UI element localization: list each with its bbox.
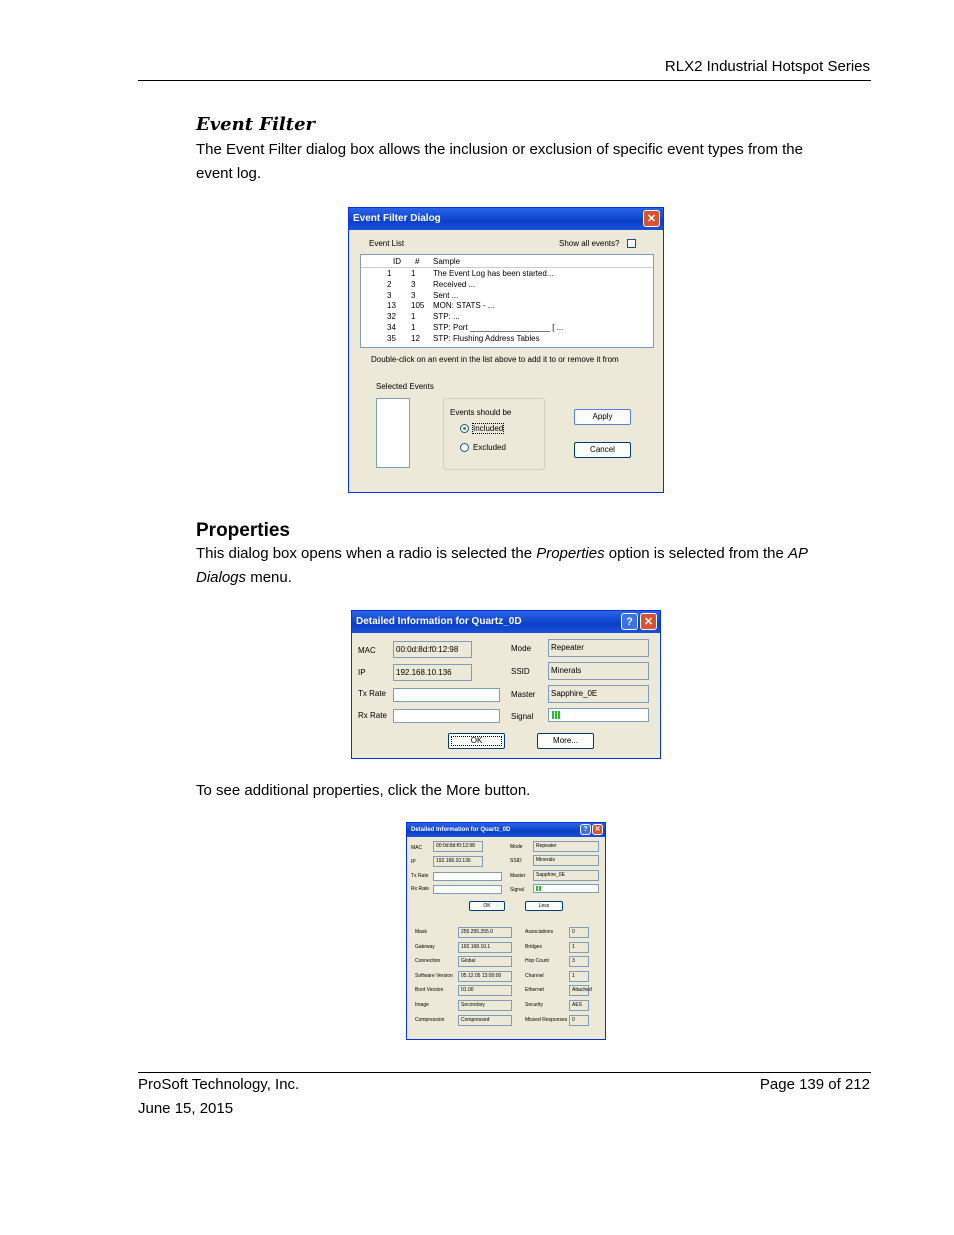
- events-should-be-group: [443, 398, 545, 470]
- event-count: 12: [411, 333, 420, 343]
- hint-text: Double-click on an event in the list above to add it to or remove it from: [371, 355, 619, 364]
- ip-field: 192.168.10.136: [393, 664, 472, 681]
- dialog-title: Detailed Information for Quartz_0D: [356, 616, 522, 627]
- dialog-title: Detailed Information for Quartz_0D: [411, 827, 511, 833]
- event-filter-paragraph: The Event Filter dialog box allows the inclusion or exclusion of specific event types from the event log.: [196, 141, 803, 182]
- event-row[interactable]: [361, 280, 653, 290]
- mode-label: Mode: [510, 844, 523, 850]
- event-id: 3: [387, 290, 392, 300]
- prop-value: 1: [569, 971, 589, 982]
- footer-date: June 15, 2015: [138, 1100, 234, 1117]
- signal-label: Signal: [511, 712, 534, 721]
- less-button[interactable]: Less: [525, 901, 563, 911]
- event-id: 34: [387, 323, 396, 332]
- close-icon[interactable]: ✕: [592, 824, 603, 835]
- prop-value: AES: [569, 1000, 589, 1011]
- ssid-label: SSID: [511, 667, 530, 676]
- event-id: 2: [387, 279, 392, 289]
- properties-heading: Properties: [196, 520, 290, 541]
- event-count: 105: [411, 301, 425, 311]
- para-text-e: menu.: [246, 569, 292, 586]
- prop-value: 1: [569, 942, 589, 953]
- event-listbox[interactable]: [360, 254, 654, 348]
- more-paragraph: To see additional properties, click the More button.: [196, 782, 531, 799]
- para-text-b: Properties: [536, 545, 605, 562]
- master-label: Master: [510, 873, 526, 879]
- prop-label: Image: [415, 1002, 429, 1008]
- mode-field: Repeater: [533, 841, 599, 852]
- mode-field: Repeater: [548, 639, 649, 657]
- selected-events-label: Selected Events: [376, 382, 434, 391]
- group-label: Events should be: [450, 408, 512, 417]
- header-title: RLX2 Industrial Hotspot Series: [664, 58, 870, 75]
- ssid-field: Minerals: [548, 662, 649, 680]
- footer-page: Page 139 of 212: [759, 1076, 870, 1093]
- prop-label: Software Version: [415, 972, 453, 979]
- detailed-info-dialog: [351, 610, 661, 759]
- help-icon[interactable]: ?: [580, 824, 591, 835]
- prop-value: Compressed: [458, 1015, 512, 1026]
- col-sample[interactable]: Sample: [433, 257, 461, 266]
- rx-rate-label: Rx Rate: [411, 886, 430, 892]
- prop-label: Associations: [525, 929, 554, 935]
- prop-label: Hop Count: [525, 958, 549, 965]
- prop-value: 05.12.05 13:00:00: [458, 971, 512, 982]
- prop-value: Attached: [569, 985, 589, 996]
- para-text-a: This dialog box opens when a radio is selected the: [196, 545, 537, 562]
- dialog-titlebar: [407, 823, 605, 837]
- tx-rate-field: [393, 688, 500, 702]
- header-rule: [138, 80, 871, 81]
- show-all-label: Show all events?: [559, 239, 620, 248]
- prop-value: 0: [569, 927, 589, 938]
- event-count: 1: [411, 323, 416, 332]
- ssid-field: Minerals: [533, 855, 599, 866]
- event-row[interactable]: [361, 301, 653, 311]
- ok-button[interactable]: OK: [469, 901, 505, 911]
- excluded-label[interactable]: Excluded: [473, 443, 506, 452]
- list-header: [361, 255, 653, 268]
- event-list-label: Event List: [369, 239, 405, 248]
- event-row[interactable]: [361, 323, 653, 333]
- show-all-checkbox[interactable]: [627, 239, 636, 248]
- dialog-title: Event Filter Dialog: [353, 213, 441, 224]
- event-count: 1: [411, 312, 416, 322]
- para-text-d: AP Dialogs: [196, 545, 808, 586]
- prop-value: 255.255.255.0: [458, 927, 512, 938]
- master-field: Sapphire_0E: [533, 870, 599, 881]
- properties-paragraph: [196, 542, 846, 590]
- event-sample: MON: STATS - ...: [433, 301, 495, 311]
- more-button[interactable]: More...: [537, 733, 594, 749]
- event-id: 35: [387, 333, 396, 343]
- event-id: 1: [387, 269, 392, 278]
- prop-label: Missed Responses: [525, 1016, 568, 1023]
- mac-label: MAC: [411, 845, 423, 851]
- prop-label: Ethernet: [525, 987, 544, 994]
- prop-value: 3: [569, 956, 589, 967]
- included-label[interactable]: Included: [473, 424, 504, 433]
- footer-rule: [138, 1072, 871, 1073]
- help-icon[interactable]: ?: [621, 613, 638, 630]
- tx-rate-label: Tx Rate: [358, 689, 387, 698]
- mode-label: Mode: [511, 644, 532, 653]
- master-field: Sapphire_0E: [548, 685, 649, 703]
- tx-rate-field: [433, 872, 502, 881]
- prop-label: Boot Version: [415, 987, 444, 994]
- prop-label: Bridges: [525, 943, 542, 950]
- dialog-titlebar: [349, 208, 663, 230]
- rx-rate-label: Rx Rate: [358, 711, 387, 720]
- mac-label: MAC: [358, 646, 376, 655]
- prop-value: 01.00: [458, 985, 512, 996]
- ok-button[interactable]: OK: [448, 733, 505, 749]
- excluded-radio[interactable]: [460, 443, 469, 452]
- prop-label: Compression: [415, 1016, 445, 1023]
- close-icon[interactable]: ✕: [640, 613, 657, 630]
- detailed-info-expanded-dialog: [406, 822, 606, 1040]
- ip-label: IP: [358, 668, 366, 677]
- signal-bar: [533, 884, 599, 893]
- event-filter-heading: Event Filter: [196, 114, 316, 135]
- rx-rate-field: [393, 709, 500, 723]
- event-sample: STP: Flushing Address Tables: [433, 333, 540, 343]
- prop-value: Global: [458, 956, 512, 967]
- included-radio[interactable]: [460, 424, 469, 433]
- event-id: 13: [387, 301, 396, 311]
- prop-label: Security: [525, 1002, 544, 1008]
- ip-field: 192.168.10.136: [433, 856, 483, 867]
- signal-bar: [548, 708, 649, 722]
- event-sample: STP: ...: [433, 312, 460, 322]
- event-row[interactable]: [361, 269, 653, 279]
- event-count: 1: [411, 269, 416, 278]
- event-row[interactable]: [361, 291, 653, 301]
- cancel-button[interactable]: Cancel: [574, 442, 631, 458]
- ssid-label: SSID: [510, 858, 522, 864]
- dialog-titlebar: [352, 611, 660, 633]
- mac-field: 00:0d:8d:f0:12:98: [433, 841, 483, 852]
- event-sample: The Event Log has been started...: [433, 269, 554, 278]
- event-filter-dialog: [348, 207, 664, 493]
- prop-label: Gateway: [415, 943, 435, 950]
- prop-value: 0: [569, 1015, 589, 1026]
- event-row[interactable]: [361, 312, 653, 322]
- prop-value: Secondary: [458, 1000, 512, 1011]
- col-id[interactable]: ID: [393, 257, 401, 266]
- prop-value: 192.168.10.1: [458, 942, 512, 953]
- event-sample: Received ...: [433, 279, 476, 289]
- event-sample: STP: Port __________________ [ ...: [433, 323, 564, 332]
- col-count[interactable]: #: [415, 257, 420, 266]
- event-sample: Sent ...: [433, 290, 459, 300]
- ip-label: IP: [411, 859, 416, 865]
- master-label: Master: [511, 690, 536, 699]
- event-row[interactable]: [361, 334, 653, 344]
- event-count: 3: [411, 279, 416, 289]
- close-icon[interactable]: ✕: [643, 210, 660, 227]
- prop-label: Mask: [415, 929, 427, 935]
- prop-label: Connection: [415, 958, 441, 965]
- footer-company: ProSoft Technology, Inc.: [138, 1076, 300, 1093]
- prop-label: Channel: [525, 972, 544, 979]
- selected-events-listbox[interactable]: [376, 398, 410, 468]
- rx-rate-field: [433, 885, 502, 894]
- apply-button[interactable]: Apply: [574, 409, 631, 425]
- event-id: 32: [387, 312, 396, 322]
- event-count: 3: [411, 290, 416, 300]
- signal-label: Signal: [510, 887, 524, 893]
- para-text-c: option is selected from the: [604, 545, 789, 562]
- mac-field: 00:0d:8d:f0:12:98: [393, 641, 472, 658]
- tx-rate-label: Tx Rate: [411, 873, 429, 879]
